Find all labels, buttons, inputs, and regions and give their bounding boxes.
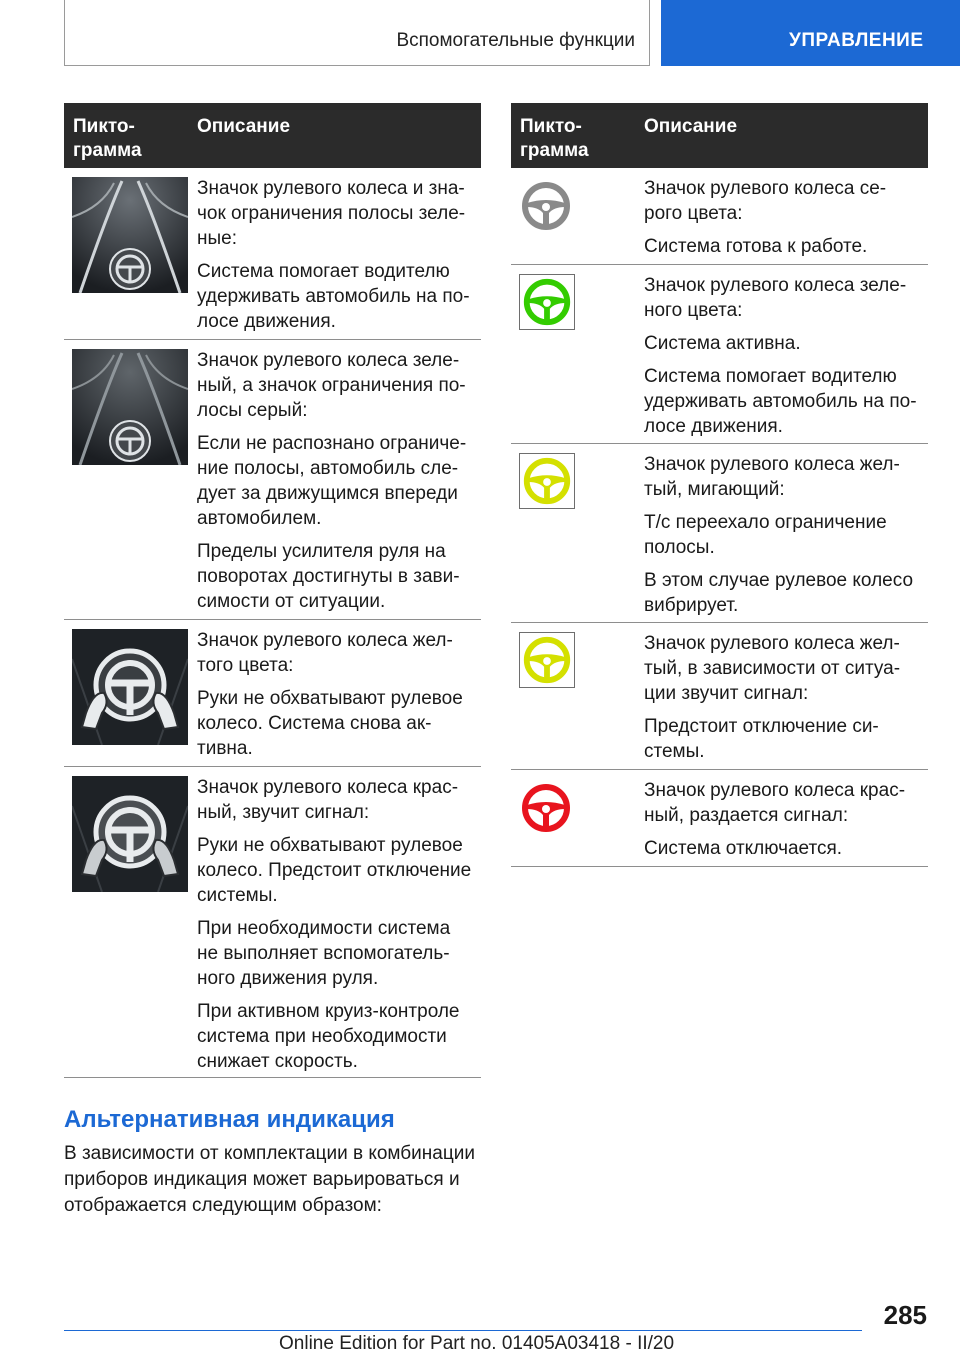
text-line: рого цвета: (644, 203, 743, 224)
text-line: лосы серый: (197, 400, 308, 421)
text-line: При необходимости система (197, 918, 451, 939)
text-line: ный, а значок ограничения по- (197, 375, 466, 396)
steering-wheel-yellow-blink-icon (519, 453, 575, 509)
text-line: При активном круиз-контроле (197, 1001, 460, 1022)
table-header (64, 103, 481, 168)
row-description (644, 444, 928, 626)
text-line: Система помогает водителю (197, 261, 450, 282)
text-line: Значок рулевого колеса зеле- (197, 350, 460, 371)
paragraph (644, 331, 928, 356)
row-description (644, 770, 928, 869)
paragraph (644, 273, 928, 323)
text-line: Значок рулевого колеса зеле- (644, 275, 907, 296)
paragraph (644, 778, 928, 828)
text-line: ные: (197, 228, 237, 249)
section-title: Вспомогательные функции (396, 30, 635, 51)
text-line: Система готова к работе. (644, 236, 868, 257)
column-header-description: Описание (644, 116, 738, 137)
text-line: Руки не обхватывают рулевое (197, 835, 463, 856)
text-line: чок ограничения полосы зеле- (197, 203, 466, 224)
paragraph (644, 234, 928, 259)
paragraph (644, 176, 928, 226)
table-header (511, 103, 928, 168)
text-line: Предстоит отключение си- (644, 716, 879, 737)
text-line: поворотах достигнуты в зави- (197, 566, 460, 587)
table-row (511, 168, 928, 265)
wheel-glyph (525, 185, 567, 227)
column-header-pictogram (73, 115, 142, 163)
paragraph (197, 916, 481, 991)
section-body (64, 1141, 484, 1219)
text-line: не выполняет вспомогатель- (197, 943, 450, 964)
text-line: Т/с переехало ограничение (644, 512, 887, 533)
text-line: тый, в зависимости от ситуа- (644, 658, 901, 679)
column-header-pictogram-line1: Пикто- (520, 116, 582, 137)
text-line: В зависимости от комплектации в комбинации (64, 1143, 475, 1164)
text-line: дует за движущимся впереди (197, 483, 458, 504)
section-heading: Альтернативная индикация (64, 1106, 395, 1133)
text-line: удерживать автомобиль на по- (644, 391, 917, 412)
text-line: Значок рулевого колеса крас- (644, 780, 906, 801)
text-line: Значок рулевого колеса се- (644, 178, 887, 199)
pictogram-table-right (511, 103, 928, 867)
text-line: Значок рулевого колеса жел- (644, 633, 900, 654)
text-line: колесо. Система снова ак- (197, 713, 432, 734)
table-row (64, 340, 481, 620)
steering-wheel-red-icon (518, 780, 574, 836)
steering-wheel-green-icon (519, 274, 575, 330)
row-description (197, 767, 481, 1082)
text-line: приборов индикация может варьироваться и (64, 1169, 460, 1190)
text-line: системы. (197, 885, 278, 906)
text-line: Значок рулевого колеса жел- (197, 630, 453, 651)
hands-on-wheel-yellow-photo (72, 629, 188, 745)
pictogram-table-left (64, 103, 481, 1078)
text-line: того цвета: (197, 655, 294, 676)
text-line: Система помогает водителю (644, 366, 897, 387)
text-line: лосе движения. (197, 311, 336, 332)
row-description (644, 168, 928, 267)
text-line: ного движения руля. (197, 968, 379, 989)
text-line: Руки не обхватывают рулевое (197, 688, 463, 709)
text-line: Система отключается. (644, 838, 843, 859)
column-header-description: Описание (197, 116, 291, 137)
table-row (511, 265, 928, 444)
paragraph (197, 833, 481, 908)
text-line: Значок рулевого колеса и зна- (197, 178, 465, 199)
text-line: ный, раздается сигнал: (644, 805, 849, 826)
text-line: Значок рулевого колеса жел- (644, 454, 900, 475)
table-row (511, 444, 928, 623)
text-line: полосы. (644, 537, 715, 558)
text-line: Значок рулевого колеса крас- (197, 777, 459, 798)
row-description (644, 623, 928, 772)
text-line: Система активна. (644, 333, 801, 354)
steering-wheel-green-lane-grey-photo (72, 349, 188, 465)
text-line: ного цвета: (644, 300, 743, 321)
text-line: колесо. Предстоит отключение (197, 860, 472, 881)
steering-wheel-lane-green-photo (72, 177, 188, 293)
page-number: 285 (883, 1300, 927, 1330)
paragraph (197, 686, 481, 761)
steering-wheel-grey-icon (518, 178, 574, 234)
chapter-tab-label: УПРАВЛЕНИЕ (789, 30, 924, 51)
paragraph (644, 510, 928, 560)
table-row (64, 620, 481, 767)
paragraph (644, 452, 928, 502)
text-line: тивна. (197, 738, 253, 759)
column-header-pictogram-line1: Пикто- (73, 116, 135, 137)
text-line: автомобилем. (197, 508, 322, 529)
text-line: ный, звучит сигнал: (197, 802, 370, 823)
text-line: лосе движения. (644, 416, 783, 437)
row-description (197, 168, 481, 342)
paragraph (644, 631, 928, 706)
text-line: отображается следующим образом: (64, 1195, 382, 1216)
text-line: симости от ситуации. (197, 591, 386, 612)
paragraph (197, 348, 481, 423)
paragraph (197, 539, 481, 614)
paragraph (644, 568, 928, 618)
text-line: ние полосы, автомобиль сле- (197, 458, 459, 479)
paragraph (197, 628, 481, 678)
text-line: стемы. (644, 741, 705, 762)
text-line: В этом случае рулевое колесо (644, 570, 914, 591)
row-description (197, 340, 481, 622)
paragraph (197, 431, 481, 531)
text-line: снижает скорость. (197, 1051, 358, 1072)
paragraph (197, 259, 481, 334)
text-line: Пределы усилителя руля на (197, 541, 446, 562)
paragraph (644, 714, 928, 764)
column-header-pictogram (520, 115, 589, 163)
paragraph (197, 999, 481, 1074)
chapter-tab[interactable] (661, 0, 960, 66)
table-row (511, 623, 928, 770)
paragraph (197, 176, 481, 251)
table-row (64, 767, 481, 1078)
text-line: ции звучит сигнал: (644, 683, 809, 704)
text-line: удерживать автомобиль на по- (197, 286, 470, 307)
column-header-pictogram-line2: грамма (73, 140, 142, 161)
footer-divider (64, 1330, 862, 1331)
paragraph (197, 775, 481, 825)
header-frame (64, 0, 650, 66)
table-row (64, 168, 481, 340)
text-line: система при необходимости (197, 1026, 447, 1047)
row-description (197, 620, 481, 769)
text-line: Если не распознано ограниче- (197, 433, 467, 454)
edition-footer: Online Edition for Part no. 01405A03418 - II/20 (279, 1333, 675, 1354)
column-header-pictogram-line2: грамма (520, 140, 589, 161)
table-row (511, 770, 928, 867)
hands-on-wheel-red-photo (72, 776, 188, 892)
text-line: вибрирует. (644, 595, 739, 616)
paragraph (644, 364, 928, 439)
paragraph (644, 836, 928, 861)
row-description (644, 265, 928, 447)
steering-wheel-yellow-icon (519, 632, 575, 688)
text-line: тый, мигающий: (644, 479, 785, 500)
